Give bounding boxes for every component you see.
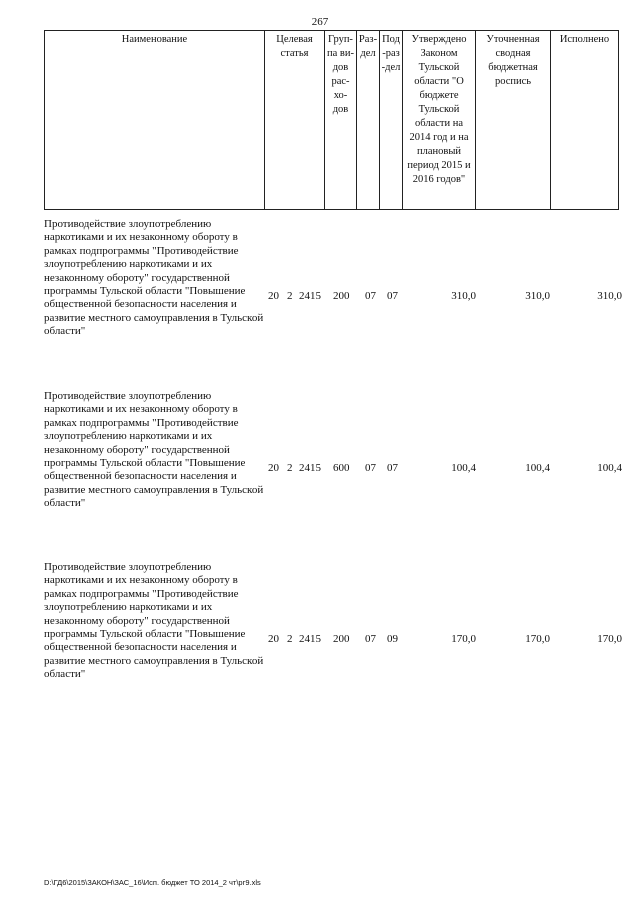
row-name: Противодействие злоупотреблению наркотиками и их незаконному обороту в рамках подпрограммы "Противодействие злоупотреблению наркотиками и их незаконному обороту" государственной программы Тульской области "Повышение общественной безопасности населения и развитие местного самоуправления в Тульской области" (44, 561, 264, 681)
row-code-a: 20 (268, 633, 279, 645)
row-code-c: 2415 (299, 462, 321, 474)
header-expense-group: Груп-па ви-дов рас-хо-дов (325, 31, 357, 210)
row-section: 07 (365, 633, 376, 645)
row-code-b: 2 (287, 462, 293, 474)
row-approved: 170,0 (451, 633, 476, 645)
header-subsection: Под-раз-дел (380, 31, 403, 210)
table-row (0, 390, 640, 550)
page-number: 267 (311, 16, 329, 28)
row-subsection: 09 (387, 633, 398, 645)
row-code-a: 20 (268, 462, 279, 474)
row-expense-group: 200 (333, 290, 350, 302)
row-approved: 100,4 (451, 462, 476, 474)
row-code-b: 2 (287, 290, 293, 302)
row-subsection: 07 (387, 290, 398, 302)
header-section: Раз-дел (357, 31, 380, 210)
row-approved: 310,0 (451, 290, 476, 302)
row-expense-group: 200 (333, 633, 350, 645)
row-name: Противодействие злоупотреблению наркотиками и их незаконному обороту в рамках подпрограммы "Противодействие злоупотреблению наркотиками и их незаконному обороту" государственной программы Тульской области "Повышение общественной безопасности населения и развитие местного самоуправления в Тульской области" (44, 218, 264, 338)
header-approved: Утверждено Законом Тульской области "О бюджете Тульской области на 2014 год и на плановый период 2015 и 2016 годов" (403, 31, 476, 210)
table-header (44, 30, 619, 210)
row-code-c: 2415 (299, 290, 321, 302)
header-target-article: Целевая статья (265, 31, 325, 210)
row-section: 07 (365, 290, 376, 302)
row-refined: 310,0 (525, 290, 550, 302)
file-path-footer: D:\ГД6\2015\ЗАКОН\ЗАС_16\Исп. бюджет ТО 2014_2 чт\рг9.xls (44, 878, 261, 887)
row-refined: 170,0 (525, 633, 550, 645)
row-subsection: 07 (387, 462, 398, 474)
header-name: Наименование (45, 31, 265, 210)
row-name: Противодействие злоупотреблению наркотиками и их незаконному обороту в рамках подпрограммы "Противодействие злоупотреблению наркотиками и их незаконному обороту" государственной программы Тульской области "Повышение общественной безопасности населения и развитие местного самоуправления в Тульской области" (44, 390, 264, 510)
row-section: 07 (365, 462, 376, 474)
table-row (0, 218, 640, 378)
row-code-c: 2415 (299, 633, 321, 645)
row-refined: 100,4 (525, 462, 550, 474)
row-executed: 170,0 (597, 633, 622, 645)
table-row (0, 561, 640, 721)
row-executed: 100,4 (597, 462, 622, 474)
header-refined: Уточненная сводная бюджетная роспись (476, 31, 551, 210)
row-executed: 310,0 (597, 290, 622, 302)
header-executed: Исполнено (551, 31, 619, 210)
row-code-a: 20 (268, 290, 279, 302)
row-expense-group: 600 (333, 462, 350, 474)
row-code-b: 2 (287, 633, 293, 645)
